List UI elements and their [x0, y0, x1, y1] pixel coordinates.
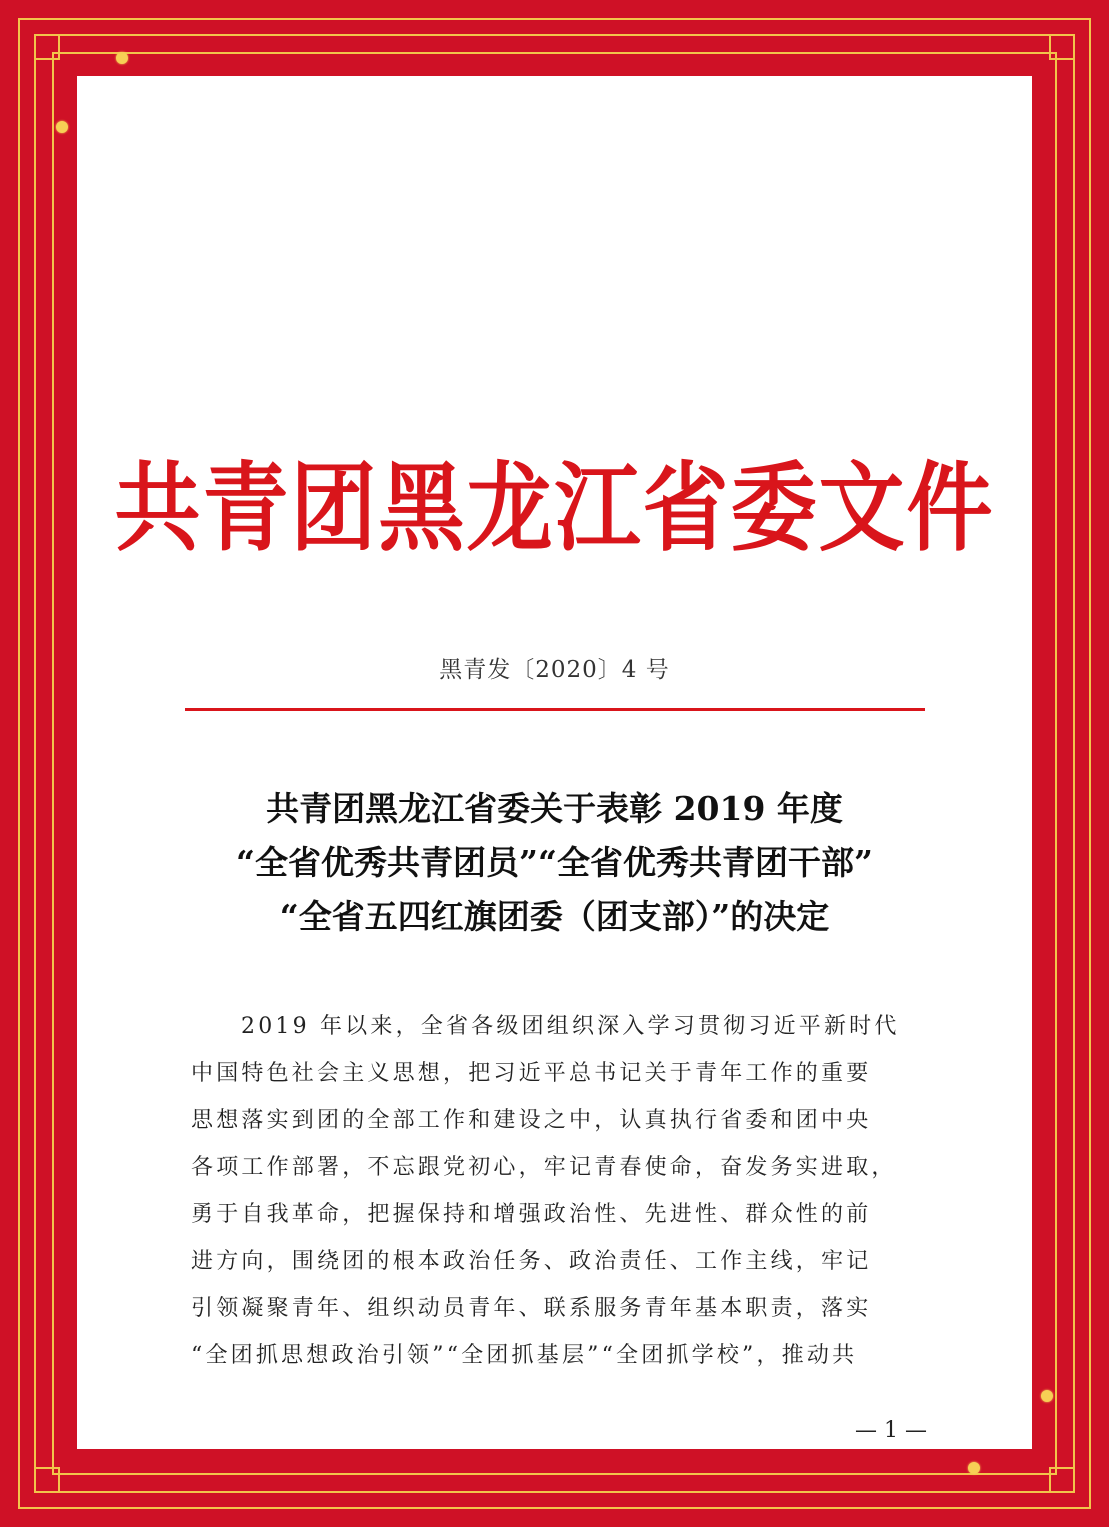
- body-line: 中国特色社会主义思想，把习近平总书记关于青年工作的重要: [191, 1061, 872, 1086]
- document-page: [77, 76, 1032, 1449]
- frame-dot: [116, 52, 128, 64]
- frame-dot: [56, 121, 68, 133]
- body-line: “全团抓思想政治引领”“全团抓基层”“全团抓学校”，推动共: [191, 1343, 858, 1368]
- body-line: 引领凝聚青年、组织动员青年、联系服务青年基本职责，落实: [191, 1296, 872, 1321]
- frame-dot: [968, 1462, 980, 1474]
- document-body: [191, 1003, 921, 1379]
- frame-corner-ornament: [1049, 34, 1075, 60]
- title-line: “全省优秀共青团员”“全省优秀共青团干部”: [236, 843, 873, 882]
- document-number: 黑青发〔2020〕4 号: [439, 657, 670, 683]
- page-number: — 1 —: [855, 1418, 927, 1443]
- header-red-rule: [185, 708, 925, 711]
- document-title: [137, 782, 972, 944]
- frame-corner-ornament: [34, 34, 60, 60]
- title-line: 共青团黑龙江省委关于表彰 2019 年度: [266, 789, 843, 828]
- body-line: 思想落实到团的全部工作和建设之中，认真执行省委和团中央: [191, 1108, 872, 1133]
- body-line: 进方向，围绕团的根本政治任务、政治责任、工作主线，牢记: [191, 1249, 872, 1274]
- frame-corner-ornament: [34, 1467, 60, 1493]
- frame-corner-ornament: [1049, 1467, 1075, 1493]
- body-line: 勇于自我革命，把握保持和增强政治性、先进性、群众性的前: [191, 1202, 872, 1227]
- frame-dot: [1041, 1390, 1053, 1402]
- title-line: “全省五四红旗团委（团支部）”的决定: [279, 897, 830, 936]
- document-header: 共青团黑龙江省委文件: [114, 453, 995, 565]
- body-line: 各项工作部署，不忘跟党初心，牢记青春使命，奋发务实进取，: [191, 1155, 897, 1180]
- body-line: 2019 年以来，全省各级团组织深入学习贯彻习近平新时代: [241, 1014, 900, 1039]
